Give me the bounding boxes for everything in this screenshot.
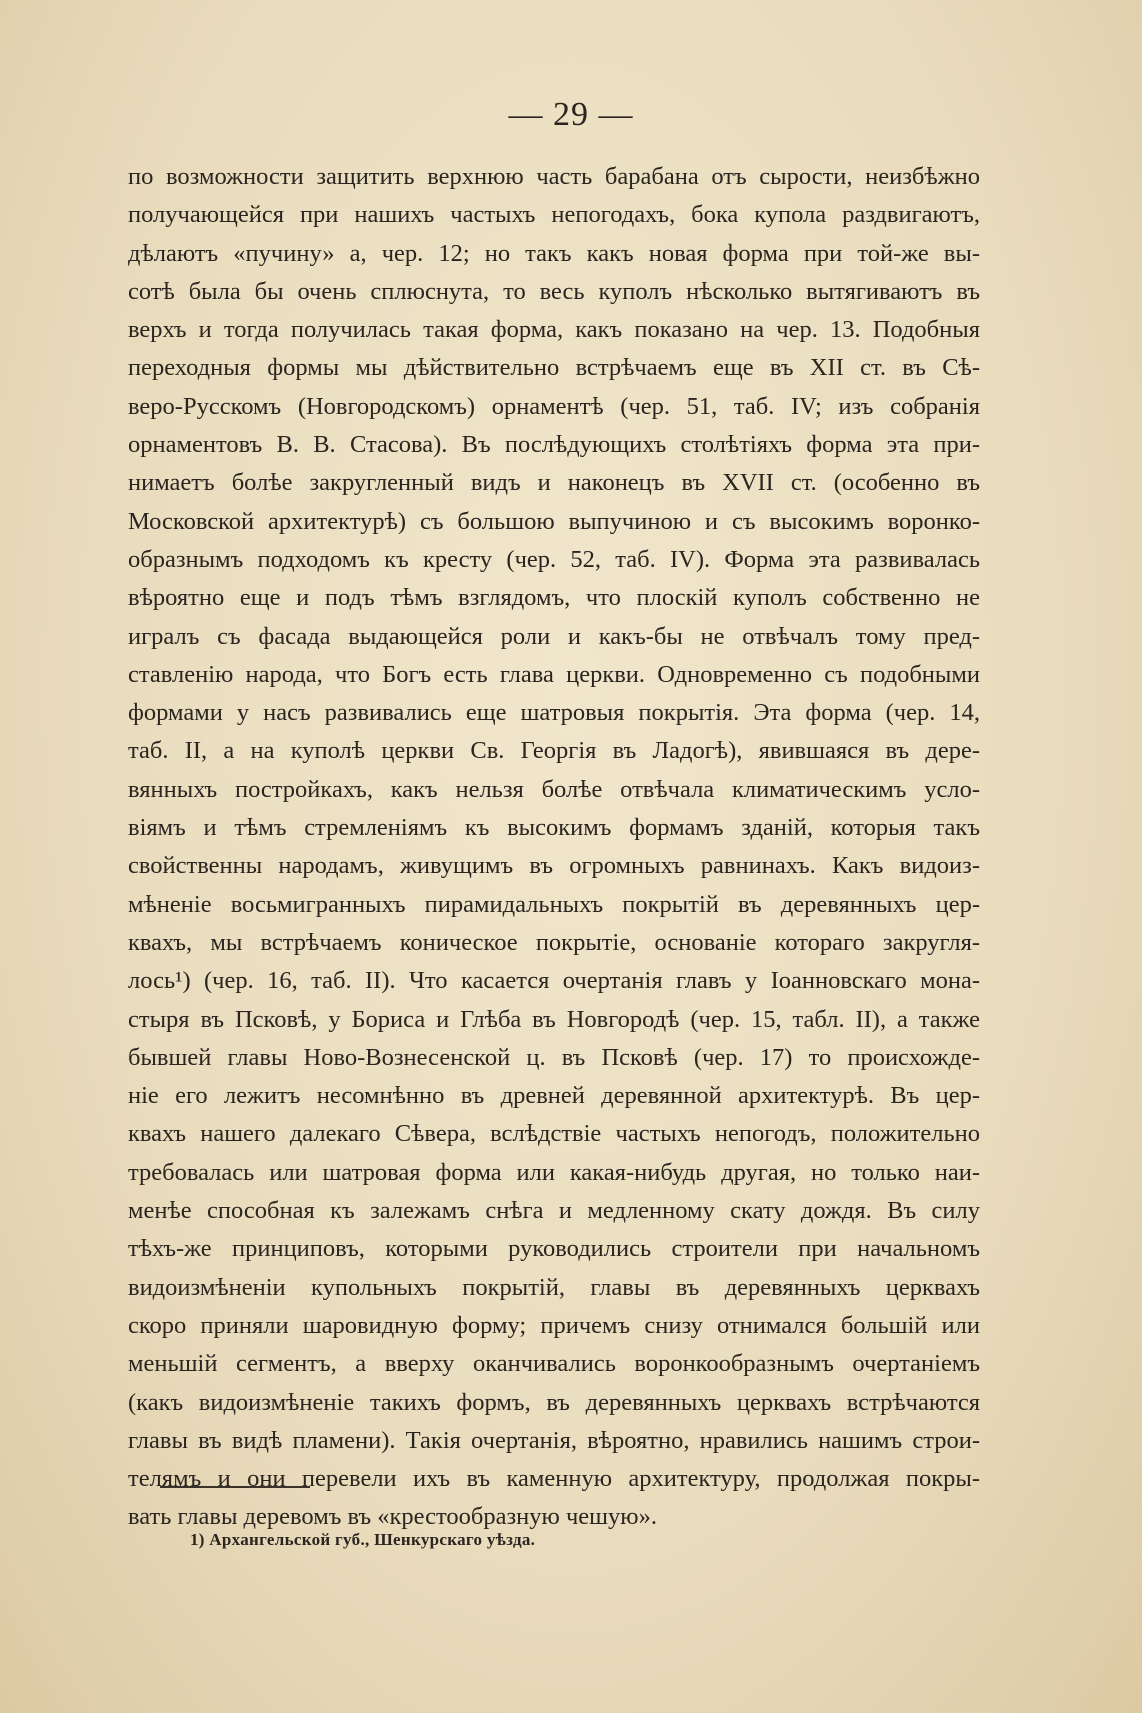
text-line: веро-Русскомъ (Новгородскомъ) орнаментѣ (чер. 51, таб. IV; изъ собранія <box>128 392 980 420</box>
text-line: дѣлаютъ «пучину» а, чер. 12; но такъ какъ новая форма при той-же вы- <box>128 239 980 267</box>
text-line: тѣхъ-же принциповъ, которыми руководились строители при начальномъ <box>128 1235 980 1263</box>
text-line: телямъ и они перевели ихъ въ каменную архитектуру, продолжая покры- <box>128 1465 980 1493</box>
text-line: получающейся при нашихъ частыхъ непогодахъ, бока купола раздвигаютъ, <box>128 201 980 229</box>
text-line: стыря въ Псковѣ, у Бориса и Глѣба въ Новгородѣ (чер. 15, табл. II), а также <box>128 1005 980 1033</box>
text-line: требовалась или шатровая форма или какая-нибудь другая, но только наи- <box>128 1158 980 1186</box>
text-line: вянныхъ постройкахъ, какъ нельзя болѣе отвѣчала климатическимъ усло- <box>128 775 980 803</box>
text-line: формами у насъ развивались еще шатровыя покрытія. Эта форма (чер. 14, <box>128 699 980 727</box>
page-number: — 29 — <box>508 96 634 133</box>
text-line: главы въ видѣ пламени). Такія очертанія, вѣроятно, нравились нашимъ строи- <box>128 1426 980 1454</box>
text-line: игралъ съ фасада выдающейся роли и какъ-бы не отвѣчалъ тому пред- <box>128 622 980 650</box>
text-line: менѣе способная къ залежамъ снѣга и медленному скату дождя. Въ силу <box>128 1197 980 1225</box>
body-text <box>128 158 980 1537</box>
text-line: орнаментовъ В. В. Стасова). Въ послѣдующихъ столѣтіяхъ форма эта при- <box>128 431 980 459</box>
text-line: образнымъ подходомъ къ кресту (чер. 52, таб. IV). Форма эта развивалась <box>128 545 980 573</box>
text-line: Московской архитектурѣ) съ большою выпучиною и съ высокимъ воронко- <box>128 507 980 535</box>
text-line: видоизмѣненіи купольныхъ покрытій, главы въ деревянныхъ церквахъ <box>128 1273 980 1301</box>
text-line: нимаетъ болѣе закругленный видъ и наконецъ въ XVII ст. (особенно въ <box>128 469 980 497</box>
footnote-divider <box>160 1486 310 1488</box>
text-line: квахъ нашего далекаго Сѣвера, вслѣдствіе частыхъ непогодъ, положительно <box>128 1120 980 1148</box>
text-line: свойственны народамъ, живущимъ въ огромныхъ равнинахъ. Какъ видоиз- <box>128 852 980 880</box>
text-line: по возможности защитить верхнюю часть барабана отъ сырости, неизбѣжно <box>128 163 980 190</box>
text-line: віямъ и тѣмъ стремленіямъ къ высокимъ формамъ зданій, которыя такъ <box>128 814 980 842</box>
text-line: верхъ и тогда получилась такая форма, какъ показано на чер. 13. Подобныя <box>128 316 980 344</box>
text-line: мѣненіе восьмигранныхъ пирамидальныхъ покрытій въ деревянныхъ цер- <box>128 890 980 918</box>
text-line: квахъ, мы встрѣчаемъ коническое покрытіе, основаніе котораго закругля- <box>128 928 980 956</box>
text-line: сотѣ была бы очень сплюснута, то весь куполъ нѣсколько вытягиваютъ въ <box>128 277 980 305</box>
text-line: (какъ видоизмѣненіе такихъ формъ, въ деревянныхъ церквахъ встрѣчаются <box>128 1388 980 1416</box>
text-line: ніе его лежитъ несомнѣнно въ древней деревянной архитектурѣ. Въ цер- <box>128 1082 980 1110</box>
text-line: меньшій сегментъ, а вверху оканчивались воронкообразнымъ очертаніемъ <box>128 1350 980 1378</box>
footnote: 1) Архангельской губ., Шенкурскаго уѣзда. <box>190 1530 536 1549</box>
text-line: таб. II, а на куполѣ церкви Св. Георгія въ Ладогѣ), явившаяся въ дере- <box>128 737 980 765</box>
text-line: бывшей главы Ново-Вознесенской ц. въ Псковѣ (чер. 17) то происхожде- <box>128 1043 980 1071</box>
text-line: переходныя формы мы дѣйствительно встрѣчаемъ еще въ XII ст. въ Сѣ- <box>128 354 980 382</box>
text-line: вать главы деревомъ въ «крестообразную чешую». <box>128 1503 657 1531</box>
text-line: скоро приняли шаровидную форму; причемъ снизу отнимался большій или <box>128 1311 980 1339</box>
text-line: ставленію народа, что Богъ есть глава церкви. Одновременно съ подобными <box>128 660 980 688</box>
text-line: лось¹) (чер. 16, таб. II). Что касается очертанія главъ у Іоанновскаго мона- <box>128 967 980 995</box>
text-line: вѣроятно еще и подъ тѣмъ взглядомъ, что плоскій куполъ собственно не <box>128 584 980 612</box>
